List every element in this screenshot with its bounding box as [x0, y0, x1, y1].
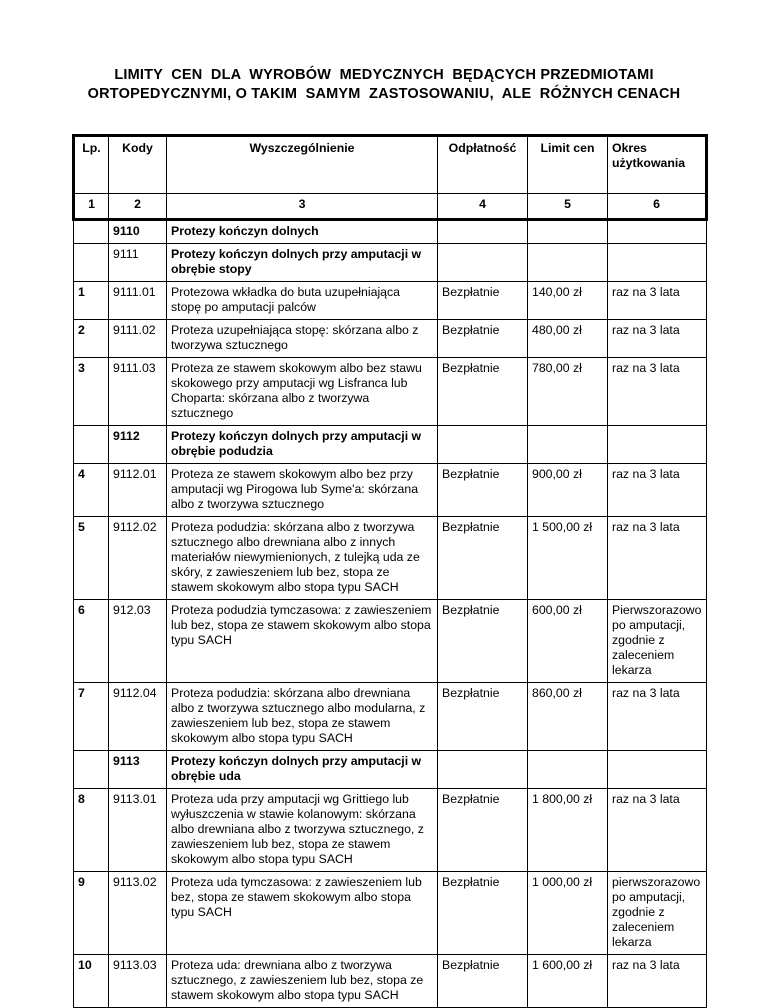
cell-odplatnosc: Bezpłatnie: [438, 320, 528, 358]
cell-lp: 9: [74, 872, 109, 955]
cell-okres: raz na 3 lata: [608, 789, 707, 872]
cell-okres: Pierwszorazowo po amputacji, zgodnie z zaleceniem lekarza: [608, 600, 707, 683]
cell-okres: [608, 751, 707, 789]
cell-okres: raz na 3 lata: [608, 320, 707, 358]
header-odplatnosc: Odpłatność: [438, 136, 528, 194]
column-number: 4: [438, 194, 528, 220]
cell-kod: 9110: [109, 220, 167, 244]
cell-odplatnosc: [438, 244, 528, 282]
column-number: 1: [74, 194, 109, 220]
cell-limit: 860,00 zł: [528, 683, 608, 751]
cell-okres: [608, 220, 707, 244]
cell-odplatnosc: [438, 751, 528, 789]
cell-limit: 1 800,00 zł: [528, 789, 608, 872]
cell-limit: 780,00 zł: [528, 358, 608, 426]
table-row: [74, 464, 707, 517]
cell-odplatnosc: Bezpłatnie: [438, 955, 528, 1008]
cell-limit: 900,00 zł: [528, 464, 608, 517]
cell-okres: [608, 426, 707, 464]
cell-opis: Proteza ze stawem skokowym albo bez stawu skokowego przy amputacji wg Lisfranca lub Choparta: skórzana albo z tworzywa sztucznego: [167, 358, 438, 426]
cell-kod: 9111.01: [109, 282, 167, 320]
cell-okres: [608, 244, 707, 282]
cell-opis: Proteza podudzia: skórzana albo z tworzywa sztucznego albo drewniana albo z innych materiałów niewymienionych, z tulejką uda ze skóry, z zawieszeniem lub bez, stopa ze stawem skokowym albo stopa typu SACH: [167, 517, 438, 600]
cell-opis: Proteza uda przy amputacji wg Grittiego lub wyłuszczenia w stawie kolanowym: skórzana albo drewniana albo z tworzywa sztucznego, z zawieszeniem lub bez, stopa ze stawem skokowym albo stopa typu SACH: [167, 789, 438, 872]
cell-kod: 9112: [109, 426, 167, 464]
title-line-2: ORTOPEDYCZNYMI, O TAKIM SAMYM ZASTOSOWANIU, ALE RÓŻNYCH CENACH: [87, 86, 681, 102]
column-number: 3: [167, 194, 438, 220]
section-row: [74, 220, 707, 244]
column-number-row: [74, 194, 707, 220]
cell-opis: Protezowa wkładka do buta uzupełniająca stopę po amputacji palców: [167, 282, 438, 320]
cell-odplatnosc: Bezpłatnie: [438, 464, 528, 517]
cell-odplatnosc: Bezpłatnie: [438, 872, 528, 955]
cell-limit: [528, 751, 608, 789]
column-number: 6: [608, 194, 707, 220]
cell-limit: [528, 426, 608, 464]
cell-lp: 6: [74, 600, 109, 683]
header-row: [74, 136, 707, 194]
cell-odplatnosc: Bezpłatnie: [438, 600, 528, 683]
table-row: [74, 282, 707, 320]
cell-opis: Proteza uzupełniająca stopę: skórzana albo z tworzywa sztucznego: [167, 320, 438, 358]
cell-okres: raz na 3 lata: [608, 683, 707, 751]
column-number: 2: [109, 194, 167, 220]
table-row: [74, 872, 707, 955]
cell-opis: Proteza uda: drewniana albo z tworzywa sztucznego, z zawieszeniem lub bez, stopa ze stawem skokowym albo stopa typu SACH: [167, 955, 438, 1008]
cell-kod: 9113: [109, 751, 167, 789]
cell-odplatnosc: Bezpłatnie: [438, 282, 528, 320]
cell-opis: Protezy kończyn dolnych: [167, 220, 438, 244]
cell-limit: 1 000,00 zł: [528, 872, 608, 955]
cell-limit: 1 500,00 zł: [528, 517, 608, 600]
cell-opis: Protezy kończyn dolnych przy amputacji w obrębie stopy: [167, 244, 438, 282]
cell-odplatnosc: [438, 220, 528, 244]
cell-lp: [74, 220, 109, 244]
cell-limit: 140,00 zł: [528, 282, 608, 320]
table-row: [74, 358, 707, 426]
cell-lp: 1: [74, 282, 109, 320]
column-number: 5: [528, 194, 608, 220]
cell-limit: 1 600,00 zł: [528, 955, 608, 1008]
cell-odplatnosc: Bezpłatnie: [438, 683, 528, 751]
cell-limit: [528, 220, 608, 244]
cell-kod: 9111.03: [109, 358, 167, 426]
header-wyszczegolnienie: Wyszczególnienie: [167, 136, 438, 194]
table-row: [74, 517, 707, 600]
cell-opis: Protezy kończyn dolnych przy amputacji w obrębie podudzia: [167, 426, 438, 464]
cell-kod: 9113.01: [109, 789, 167, 872]
cell-lp: 8: [74, 789, 109, 872]
cell-opis: Proteza uda tymczasowa: z zawieszeniem lub bez, stopa ze stawem skokowym albo stopa typu SACH: [167, 872, 438, 955]
cell-limit: 600,00 zł: [528, 600, 608, 683]
cell-kod: 9112.01: [109, 464, 167, 517]
table-row: [74, 320, 707, 358]
header-kody: Kody: [109, 136, 167, 194]
cell-okres: raz na 3 lata: [608, 517, 707, 600]
cell-lp: [74, 751, 109, 789]
cell-kod: 9112.02: [109, 517, 167, 600]
table-row: [74, 683, 707, 751]
header-limit-cen: Limit cen: [528, 136, 608, 194]
cell-kod: 9111.02: [109, 320, 167, 358]
cell-lp: 7: [74, 683, 109, 751]
header-okres: Okres użytkowania: [608, 136, 707, 194]
cell-lp: [74, 426, 109, 464]
cell-kod: 9113.02: [109, 872, 167, 955]
cell-okres: raz na 3 lata: [608, 955, 707, 1008]
cell-odplatnosc: Bezpłatnie: [438, 358, 528, 426]
cell-lp: 10: [74, 955, 109, 1008]
section-row: [74, 244, 707, 282]
price-limit-table: [72, 134, 708, 1008]
section-row: [74, 426, 707, 464]
table-row: [74, 955, 707, 1008]
cell-okres: raz na 3 lata: [608, 282, 707, 320]
cell-odplatnosc: [438, 426, 528, 464]
cell-opis: Proteza ze stawem skokowym albo bez przy amputacji wg Pirogowa lub Syme'a: skórzana albo z tworzywa sztucznego: [167, 464, 438, 517]
cell-lp: 3: [74, 358, 109, 426]
cell-opis: Proteza podudzia tymczasowa: z zawieszeniem lub bez, stopa ze stawem skokowym albo stopa typu SACH: [167, 600, 438, 683]
cell-okres: raz na 3 lata: [608, 464, 707, 517]
cell-lp: 2: [74, 320, 109, 358]
cell-lp: 4: [74, 464, 109, 517]
document-title: [0, 66, 768, 104]
table-body: [74, 220, 707, 1008]
cell-odplatnosc: Bezpłatnie: [438, 517, 528, 600]
cell-okres: raz na 3 lata: [608, 358, 707, 426]
cell-kod: 9112.04: [109, 683, 167, 751]
table-row: [74, 789, 707, 872]
cell-opis: Protezy kończyn dolnych przy amputacji w obrębie uda: [167, 751, 438, 789]
cell-limit: [528, 244, 608, 282]
cell-lp: 5: [74, 517, 109, 600]
cell-kod: 9111: [109, 244, 167, 282]
cell-kod: 912.03: [109, 600, 167, 683]
section-row: [74, 751, 707, 789]
cell-odplatnosc: Bezpłatnie: [438, 789, 528, 872]
cell-okres: pierwszorazowo po amputacji, zgodnie z zaleceniem lekarza: [608, 872, 707, 955]
cell-kod: 9113.03: [109, 955, 167, 1008]
table-row: [74, 600, 707, 683]
header-lp: Lp.: [74, 136, 109, 194]
cell-limit: 480,00 zł: [528, 320, 608, 358]
cell-opis: Proteza podudzia: skórzana albo drewniana albo z tworzywa sztucznego albo modularna, z zawieszeniem lub bez, stopa ze stawem skokowym albo stopa typu SACH: [167, 683, 438, 751]
title-line-1: LIMITY CEN DLA WYROBÓW MEDYCZNYCH BĘDĄCYCH PRZEDMIOTAMI: [114, 67, 654, 83]
cell-lp: [74, 244, 109, 282]
